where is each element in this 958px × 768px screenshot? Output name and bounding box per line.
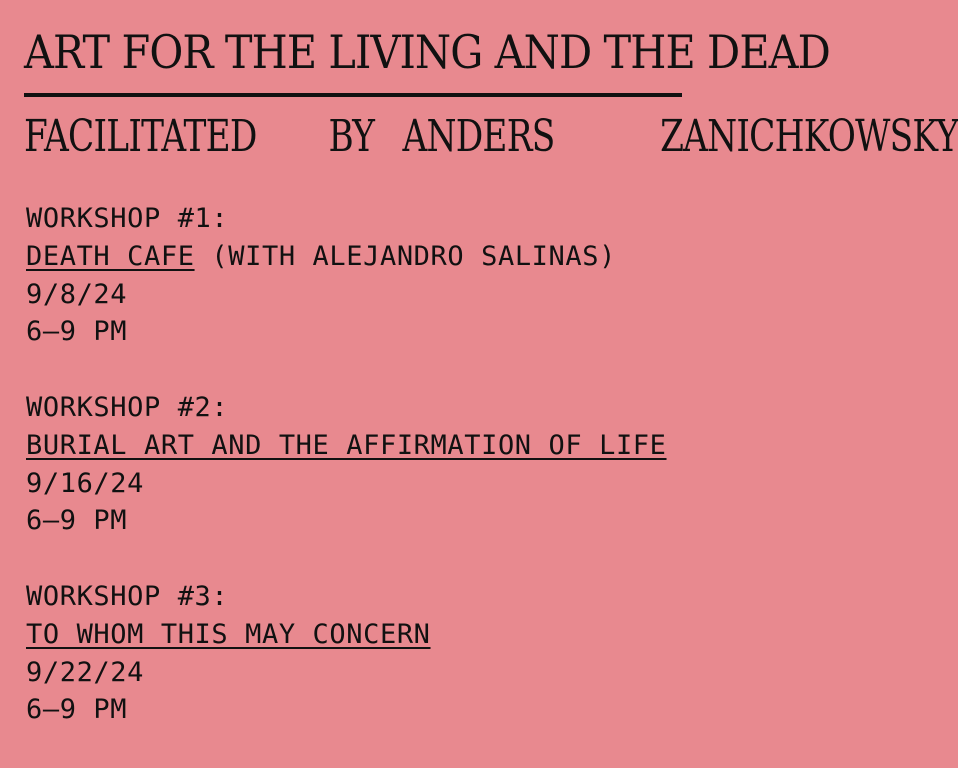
workshop-item [26, 200, 746, 351]
workshop-name-link[interactable]: DEATH CAFE [26, 240, 195, 272]
subtitle-word: ANDERS [402, 110, 555, 162]
workshop-date: 9/16/24 [26, 467, 144, 499]
subtitle-word: FACILITATED [24, 110, 257, 162]
workshop-list [26, 200, 746, 729]
workshop-item [26, 389, 746, 540]
workshop-title-line [26, 427, 746, 465]
workshop-label: WORKSHOP #3: [26, 580, 229, 612]
workshop-time: 6–9 PM [26, 316, 128, 348]
workshop-name-suffix: (WITH ALEJANDRO SALINAS) [194, 240, 616, 272]
workshop-date: 9/8/24 [26, 278, 128, 310]
subtitle-word: BY [328, 110, 375, 162]
workshop-date: 9/22/24 [26, 656, 144, 688]
workshop-label: WORKSHOP #1: [26, 203, 229, 234]
poster-title: ART FOR THE LIVING AND THE DEAD [24, 25, 830, 79]
workshop-name-link[interactable]: BURIAL ART AND THE AFFIRMATION OF LIFE [26, 429, 667, 461]
workshop-label: WORKSHOP #2: [26, 391, 229, 423]
workshop-item [26, 578, 746, 729]
workshop-title-line [26, 616, 746, 654]
subtitle-word: ZANICHKOWSKY [659, 110, 958, 162]
title-underline [24, 93, 682, 97]
poster-subtitle [24, 103, 958, 169]
workshop-time: 6–9 PM [26, 505, 128, 537]
workshop-title-line [26, 238, 746, 276]
workshop-time: 6–9 PM [26, 694, 128, 726]
workshop-name-link[interactable]: TO WHOM THIS MAY CONCERN [26, 618, 431, 650]
